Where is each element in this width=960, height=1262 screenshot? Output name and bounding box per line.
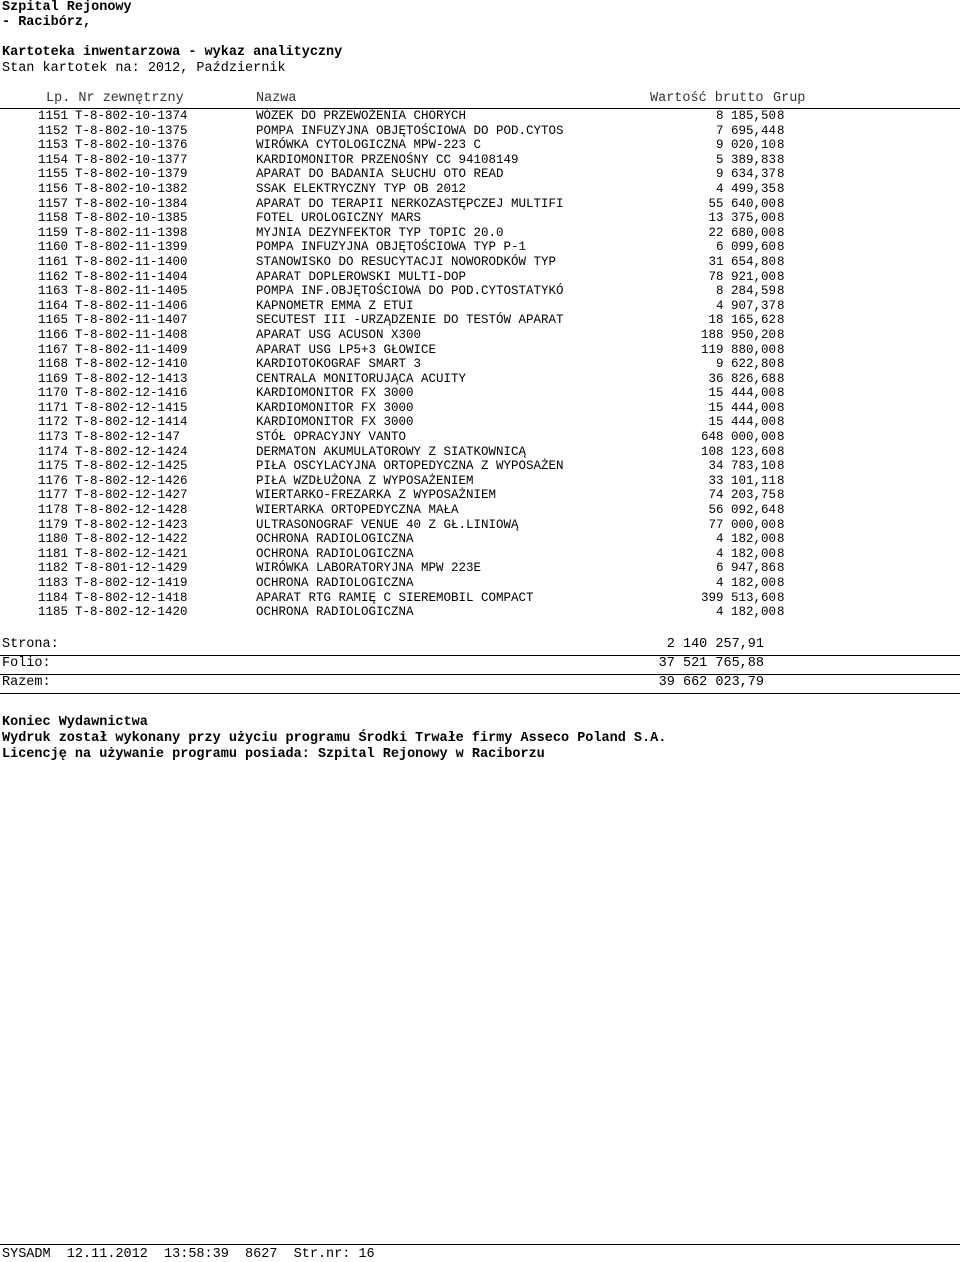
- row-group: 8: [777, 284, 785, 299]
- row-gross-value: 22 680,00: [708, 225, 776, 240]
- table-row: [0, 430, 960, 445]
- print-status-bar: [0, 1244, 960, 1262]
- table-row: [0, 284, 960, 299]
- row-inventory-number: T-8-802-12-1410: [75, 357, 188, 372]
- row-lp: 1166: [38, 327, 69, 342]
- row-group: 8: [777, 415, 785, 430]
- table-row: [0, 576, 960, 591]
- row-lp: 1172: [38, 415, 69, 430]
- row-group: 8: [777, 371, 785, 386]
- row-lp: 1167: [38, 342, 69, 357]
- table-row: [0, 445, 960, 460]
- table-row: [0, 474, 960, 489]
- row-item-name: FOTEL UROLOGICZNY MARS: [256, 211, 422, 226]
- row-lp: 1171: [38, 400, 69, 415]
- row-group: 8: [777, 254, 785, 269]
- row-item-name: KARDIOMONITOR PRZENOŚNY CC 94108149: [256, 152, 519, 167]
- row-item-name: APARAT DO TERAPII NERKOZASTĘPCZEJ MULTIFI: [256, 196, 564, 211]
- row-lp: 1156: [38, 181, 69, 196]
- row-item-name: STANOWISKO DO RESUCYTACJI NOWORODKÓW TYP: [256, 254, 557, 269]
- table-row: [0, 182, 960, 197]
- table-row: [0, 547, 960, 562]
- row-lp: 1157: [38, 196, 69, 211]
- row-gross-value: 31 654,80: [708, 254, 776, 269]
- row-inventory-number: T-8-802-12-1424: [75, 444, 188, 459]
- row-inventory-number: T-8-802-12-1419: [75, 576, 188, 590]
- row-group: 8: [777, 240, 785, 255]
- row-lp: 1174: [38, 444, 69, 459]
- table-row: [0, 561, 960, 576]
- row-group: 8: [777, 444, 785, 459]
- table-row: [0, 518, 960, 533]
- row-item-name: APARAT USG LP5+3 GŁOWICE: [256, 342, 437, 357]
- table-row: [0, 226, 960, 241]
- row-item-name: STÓŁ OPRACYJNY VANTO: [256, 430, 407, 445]
- row-inventory-number: T-8-802-12-1421: [75, 546, 188, 561]
- row-item-name: OCHRONA RADIOLOGICZNA: [256, 576, 414, 590]
- row-item-name: OCHRONA RADIOLOGICZNA: [256, 605, 414, 620]
- row-lp: 1173: [38, 430, 69, 445]
- row-gross-value: 15 444,00: [708, 386, 776, 401]
- row-item-name: POMPA INF.OBJĘTOŚCIOWA DO POD.CYTOSTATYKÓ: [256, 284, 564, 299]
- row-inventory-number: T-8-802-12-1418: [75, 590, 188, 605]
- row-lp: 1178: [38, 503, 69, 518]
- row-group: 8: [777, 459, 785, 474]
- summary-strona-value: 2 140 257,91: [666, 637, 764, 652]
- row-item-name: APARAT USG ACUSON X300: [256, 327, 422, 342]
- row-inventory-number: T-8-802-12-147: [75, 430, 181, 445]
- row-item-name: PIŁA OSCYLACYJNA ORTOPEDYCZNA Z WYPOSAŻEN: [256, 459, 564, 474]
- row-inventory-number: T-8-802-10-1374: [75, 109, 188, 123]
- table-row: [0, 313, 960, 328]
- row-gross-value: 36 826,68: [708, 371, 776, 386]
- table-row: [0, 357, 960, 372]
- footer-end-of-print: Koniec Wydawnictwa: [2, 715, 148, 730]
- row-gross-value: 18 165,62: [708, 313, 776, 328]
- row-inventory-number: T-8-801-12-1429: [75, 561, 188, 576]
- row-item-name: KAPNOMETR EMMA Z ETUI: [256, 298, 414, 313]
- row-lp: 1162: [38, 269, 69, 284]
- column-header-group: Grup: [773, 91, 806, 106]
- row-item-name: POMPA INFUZYJNA OBJĘTOŚCIOWA DO POD.CYTOS: [256, 123, 564, 138]
- row-item-name: KARDIOMONITOR FX 3000: [256, 400, 414, 415]
- table-row: [0, 415, 960, 430]
- row-group: 8: [777, 517, 785, 532]
- row-inventory-number: T-8-802-11-1405: [75, 284, 188, 299]
- row-inventory-number: T-8-802-12-1414: [75, 415, 188, 430]
- row-item-name: OCHRONA RADIOLOGICZNA: [256, 532, 414, 547]
- table-row: [0, 605, 960, 620]
- row-gross-value: 34 783,10: [708, 459, 776, 474]
- row-inventory-number: T-8-802-11-1407: [75, 313, 188, 328]
- row-group: 8: [777, 532, 785, 547]
- row-group: 8: [777, 546, 785, 561]
- table-row: [0, 343, 960, 358]
- table-row: [0, 591, 960, 606]
- row-item-name: MYJNIA DEZYNFEKTOR TYP TOPIC 20.0: [256, 225, 504, 240]
- row-gross-value: 4 499,35: [715, 181, 776, 196]
- row-inventory-number: T-8-802-11-1404: [75, 269, 188, 284]
- table-row: [0, 124, 960, 139]
- row-item-name: DERMATON AKUMULATOROWY Z SIATKOWNICĄ: [256, 444, 527, 459]
- table-row: [0, 138, 960, 153]
- row-inventory-number: T-8-802-10-1384: [75, 196, 188, 211]
- row-gross-value: 15 444,00: [708, 415, 776, 430]
- summary-strona-label: Strona:: [2, 637, 59, 652]
- row-group: 8: [777, 430, 785, 445]
- row-lp: 1170: [38, 386, 69, 401]
- table-row: [0, 503, 960, 518]
- row-inventory-number: T-8-802-12-1416: [75, 386, 188, 401]
- row-item-name: WIRÓWKA LABORATORYJNA MPW 223E: [256, 561, 482, 576]
- row-group: 8: [777, 313, 785, 328]
- row-inventory-number: T-8-802-12-1426: [75, 473, 188, 488]
- footer-license-note: Licencję na używanie programu posiada: Szpital Rejonowy w Raciborzu: [2, 747, 545, 762]
- row-inventory-number: T-8-802-10-1379: [75, 167, 188, 182]
- row-gross-value: 7 695,44: [715, 123, 776, 138]
- row-item-name: POMPA INFUZYJNA OBJĘTOŚCIOWA TYP P-1: [256, 240, 527, 255]
- hospital-name: Szpital Rejonowy: [2, 0, 132, 15]
- summary-razem-label: Razem:: [2, 675, 51, 690]
- column-header-row: [0, 90, 960, 109]
- row-item-name: CENTRALA MONITORUJĄCA ACUITY: [256, 371, 467, 386]
- row-group: 8: [777, 225, 785, 240]
- report-title: Kartoteka inwentarzowa - wykaz analityczny: [2, 45, 343, 60]
- row-lp: 1185: [38, 605, 69, 620]
- summary-folio-value: 37 521 765,88: [658, 656, 764, 671]
- row-inventory-number: T-8-802-10-1376: [75, 138, 188, 153]
- row-gross-value: 119 880,00: [700, 342, 776, 357]
- row-group: 8: [777, 211, 785, 226]
- table-row: [0, 197, 960, 212]
- row-group: 8: [777, 576, 785, 590]
- row-lp: 1155: [38, 167, 69, 182]
- row-inventory-number: T-8-802-10-1377: [75, 152, 188, 167]
- row-group: 8: [777, 196, 785, 211]
- row-lp: 1181: [38, 546, 69, 561]
- table-row: [0, 153, 960, 168]
- table-row: [0, 167, 960, 182]
- row-group: 8: [777, 503, 785, 518]
- row-group: 8: [777, 123, 785, 138]
- row-group: 8: [777, 342, 785, 357]
- row-inventory-number: T-8-802-11-1408: [75, 327, 188, 342]
- print-status-text: SYSADM 12.11.2012 13:58:39 8627 Str.nr: 16: [2, 1247, 375, 1262]
- row-gross-value: 9 020,10: [715, 138, 776, 153]
- row-gross-value: 9 634,37: [715, 167, 776, 182]
- row-lp: 1161: [38, 254, 69, 269]
- row-gross-value: 188 950,20: [700, 327, 776, 342]
- row-inventory-number: T-8-802-11-1399: [75, 240, 188, 255]
- row-inventory-number: T-8-802-12-1427: [75, 488, 188, 503]
- summary-razem: [0, 675, 960, 694]
- row-inventory-number: T-8-802-11-1398: [75, 225, 188, 240]
- row-item-name: APARAT RTG RAMIĘ C SIEREMOBIL COMPACT: [256, 590, 534, 605]
- row-inventory-number: T-8-802-12-1425: [75, 459, 188, 474]
- row-gross-value: 6 099,60: [715, 240, 776, 255]
- row-gross-value: 6 947,86: [715, 561, 776, 576]
- row-gross-value: 33 101,11: [708, 473, 776, 488]
- table-row: [0, 240, 960, 255]
- row-gross-value: 55 640,00: [708, 196, 776, 211]
- row-inventory-number: T-8-802-12-1413: [75, 371, 188, 386]
- row-gross-value: 8 185,50: [715, 109, 776, 123]
- row-group: 8: [777, 400, 785, 415]
- table-row: [0, 372, 960, 387]
- row-gross-value: 5 389,83: [715, 152, 776, 167]
- row-lp: 1159: [38, 225, 69, 240]
- row-group: 8: [777, 488, 785, 503]
- row-lp: 1153: [38, 138, 69, 153]
- table-row: [0, 459, 960, 474]
- row-lp: 1175: [38, 459, 69, 474]
- row-item-name: PIŁA WZDŁUŻONA Z WYPOSAŻENIEM: [256, 473, 474, 488]
- row-group: 8: [777, 269, 785, 284]
- row-gross-value: 8 284,59: [715, 284, 776, 299]
- report-subtitle: Stan kartotek na: 2012, Październik: [2, 61, 286, 76]
- column-header-lp: Lp. Nr zewnętrzny: [46, 91, 184, 106]
- row-gross-value: 77 000,00: [708, 517, 776, 532]
- row-item-name: WIERTARKA ORTOPEDYCZNA MAŁA: [256, 503, 459, 518]
- row-item-name: KARDIOTOKOGRAF SMART 3: [256, 357, 422, 372]
- row-gross-value: 13 375,00: [708, 211, 776, 226]
- row-item-name: KARDIOMONITOR FX 3000: [256, 415, 414, 430]
- row-lp: 1163: [38, 284, 69, 299]
- row-gross-value: 56 092,64: [708, 503, 776, 518]
- row-item-name: OCHRONA RADIOLOGICZNA: [256, 546, 414, 561]
- row-gross-value: 4 182,00: [715, 576, 776, 590]
- row-inventory-number: T-8-802-11-1409: [75, 342, 188, 357]
- row-inventory-number: T-8-802-12-1428: [75, 503, 188, 518]
- hospital-city: - Racibórz,: [2, 15, 92, 30]
- row-lp: 1183: [38, 576, 69, 590]
- table-row: [0, 255, 960, 270]
- row-inventory-number: T-8-802-12-1420: [75, 605, 188, 620]
- row-group: 8: [777, 167, 785, 182]
- row-lp: 1179: [38, 517, 69, 532]
- row-gross-value: 4 182,00: [715, 546, 776, 561]
- row-group: 8: [777, 561, 785, 576]
- table-row: [0, 109, 960, 124]
- row-gross-value: 4 907,37: [715, 298, 776, 313]
- table-row: [0, 270, 960, 285]
- row-group: 8: [777, 298, 785, 313]
- row-item-name: SECUTEST III -URZĄDZENIE DO TESTÓW APARAT: [256, 313, 564, 328]
- table-row: [0, 532, 960, 547]
- row-gross-value: 4 182,00: [715, 605, 776, 620]
- row-lp: 1169: [38, 371, 69, 386]
- row-group: 8: [777, 109, 785, 123]
- row-group: 8: [777, 357, 785, 372]
- row-lp: 1168: [38, 357, 69, 372]
- row-item-name: KARDIOMONITOR FX 3000: [256, 386, 414, 401]
- row-group: 8: [777, 138, 785, 153]
- row-inventory-number: T-8-802-10-1382: [75, 181, 188, 196]
- row-group: 8: [777, 605, 785, 620]
- row-item-name: WIRÓWKA CYTOLOGICZNA MPW-223 C: [256, 138, 482, 153]
- row-inventory-number: T-8-802-11-1400: [75, 254, 188, 269]
- row-group: 8: [777, 327, 785, 342]
- table-row: [0, 328, 960, 343]
- row-item-name: SSAK ELEKTRYCZNY TYP OB 2012: [256, 181, 467, 196]
- row-item-name: ULTRASONOGRAF VENUE 40 Z GŁ.LINIOWĄ: [256, 517, 519, 532]
- table-row: [0, 299, 960, 314]
- row-inventory-number: T-8-802-10-1375: [75, 123, 188, 138]
- row-inventory-number: T-8-802-11-1406: [75, 298, 188, 313]
- row-gross-value: 15 444,00: [708, 400, 776, 415]
- row-inventory-number: T-8-802-12-1422: [75, 532, 188, 547]
- row-inventory-number: T-8-802-12-1415: [75, 400, 188, 415]
- table-row: [0, 401, 960, 416]
- row-lp: 1152: [38, 123, 69, 138]
- row-group: 8: [777, 152, 785, 167]
- row-inventory-number: T-8-802-12-1423: [75, 517, 188, 532]
- summary-strona: [0, 637, 960, 656]
- table-row: [0, 211, 960, 226]
- column-header-value: Wartość brutto: [650, 91, 764, 106]
- row-gross-value: 399 513,60: [700, 590, 776, 605]
- row-lp: 1151: [38, 109, 69, 123]
- row-lp: 1176: [38, 473, 69, 488]
- row-lp: 1160: [38, 240, 69, 255]
- footer-software-note: Wydruk został wykonany przy użyciu programu Środki Trwałe firmy Asseco Poland S.A.: [2, 731, 667, 746]
- row-gross-value: 9 622,80: [715, 357, 776, 372]
- row-lp: 1184: [38, 590, 69, 605]
- row-inventory-number: T-8-802-10-1385: [75, 211, 188, 226]
- summary-folio: [0, 656, 960, 675]
- row-lp: 1154: [38, 152, 69, 167]
- row-lp: 1164: [38, 298, 69, 313]
- row-group: 8: [777, 473, 785, 488]
- row-gross-value: 648 000,00: [700, 430, 776, 445]
- row-lp: 1182: [38, 561, 69, 576]
- row-lp: 1165: [38, 313, 69, 328]
- row-item-name: WÓZEK DO PRZEWOŻENIA CHORYCH: [256, 109, 467, 123]
- summary-folio-label: Folio:: [2, 656, 51, 671]
- inventory-table: [0, 109, 960, 620]
- row-group: 8: [777, 181, 785, 196]
- row-gross-value: 4 182,00: [715, 532, 776, 547]
- row-gross-value: 108 123,60: [700, 444, 776, 459]
- row-gross-value: 78 921,00: [708, 269, 776, 284]
- table-row: [0, 488, 960, 503]
- row-group: 8: [777, 386, 785, 401]
- table-row: [0, 386, 960, 401]
- row-item-name: APARAT DO BADANIA SŁUCHU OTO READ: [256, 167, 504, 182]
- row-lp: 1180: [38, 532, 69, 547]
- summary-razem-value: 39 662 023,79: [658, 675, 764, 690]
- row-item-name: WIERTARKO-FREZARKA Z WYPOSAŻNIEM: [256, 488, 497, 503]
- row-lp: 1158: [38, 211, 69, 226]
- row-item-name: APARAT DOPLEROWSKI MULTI-DOP: [256, 269, 467, 284]
- row-lp: 1177: [38, 488, 69, 503]
- column-header-name: Nazwa: [256, 91, 297, 106]
- row-group: 8: [777, 590, 785, 605]
- row-gross-value: 74 203,75: [708, 488, 776, 503]
